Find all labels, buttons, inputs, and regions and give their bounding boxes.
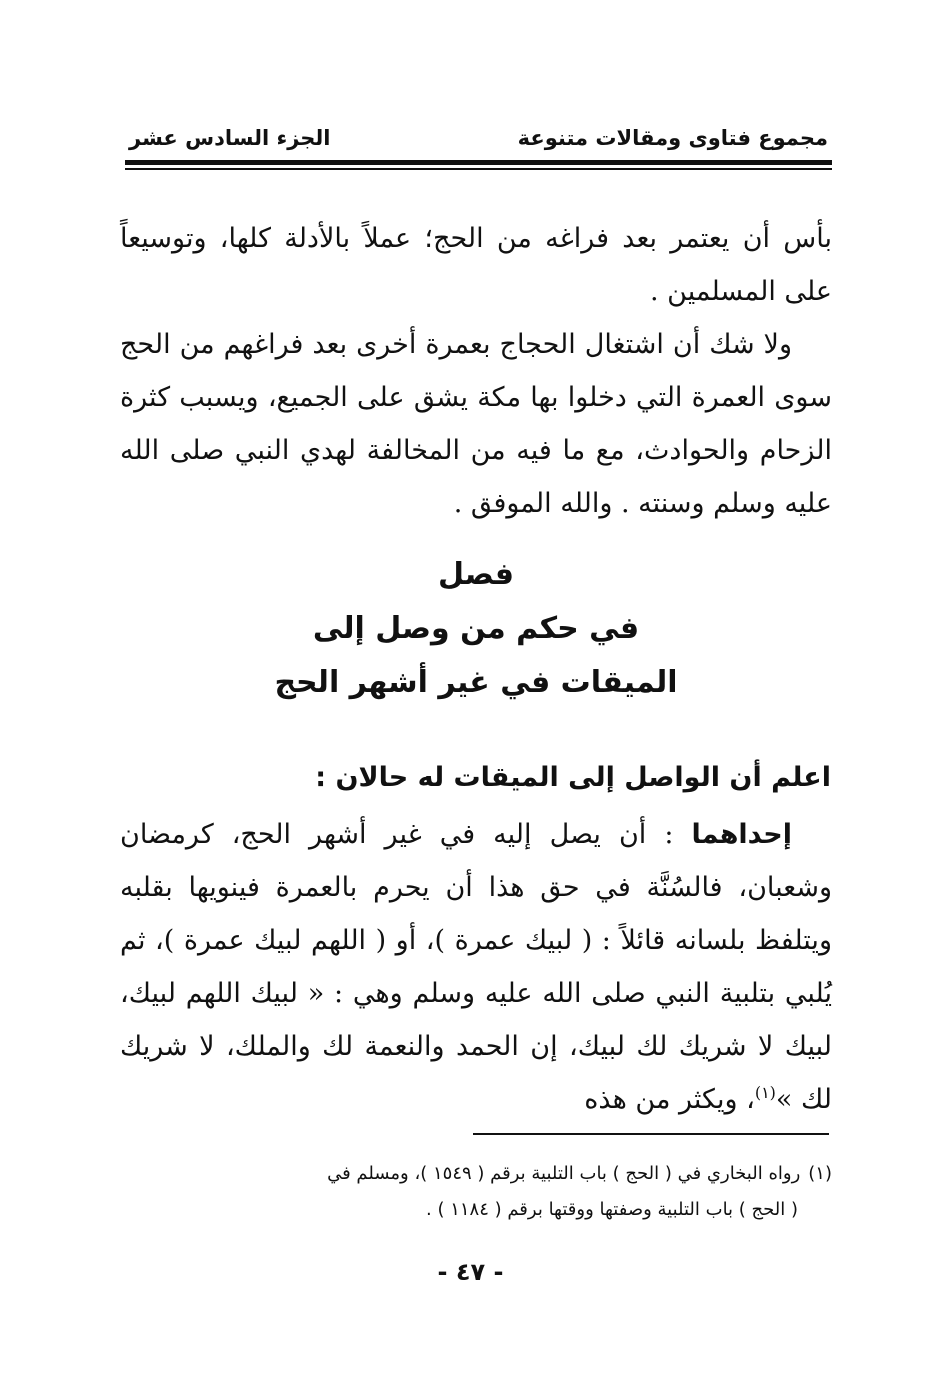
footnotes bbox=[120, 1156, 832, 1228]
header-rule-thick bbox=[125, 160, 832, 165]
section-heading: فصل bbox=[438, 557, 514, 592]
paragraph-first-case-text: : أن يصل إليه في غير أشهر الحج، كرمضان وشعبان، فالسُنَّة في حق هذا أن يحرم بالعمرة فينويها بقلبه ويتلفظ بلسانه قائلاً : ( لبيك عمرة )، أو ( اللهم لبيك عمرة )، ثم يُلبي بتلبية النبي صلى الله عليه وسلم وهي : « لبيك اللهم لبيك، لبيك لا شريك لك لبيك، إن الحمد والنعمة لك والملك، لا شريك لك » bbox=[120, 819, 832, 1115]
footnote-line-2: ( الحج ) باب التلبية وصفتها ووقتها برقم ( ١١٨٤ ) . bbox=[426, 1199, 798, 1220]
section-title-line-1: في حكم من وصل إلى bbox=[312, 611, 640, 646]
footnote-reference: (١) bbox=[754, 1083, 776, 1102]
paragraph-2: ولا شك أن اشتغال الحجاج بعمرة أخرى بعد فراغهم من الحج سوى العمرة التي دخلوا بها مكة يشق على الجميع، ويسبب كثرة الزحام والحوادث، مع ما فيه من المخالفة لهدي النبي صلى الله عليه وسلم وسنته . والله الموفق . bbox=[120, 329, 832, 519]
section-title-block bbox=[120, 548, 832, 710]
running-header bbox=[125, 120, 828, 156]
page-number: - ٤٧ - bbox=[437, 1258, 504, 1286]
intro-statement: اعلم أن الواصل إلى الميقات له حالان : bbox=[315, 762, 831, 793]
body-main bbox=[120, 808, 832, 1126]
footnote-line-1: رواه البخاري في ( الحج ) باب التلبية برقم ( ١٥٤٩ )، ومسلم في bbox=[327, 1163, 801, 1184]
body-top bbox=[120, 212, 832, 530]
footnote-number: (١) bbox=[808, 1163, 832, 1184]
paragraph-1: بأس أن يعتمر بعد فراغه من الحج؛ عملاً بالأدلة كلها، وتوسيعاً على المسلمين . bbox=[120, 223, 832, 307]
header-rule-thin bbox=[125, 168, 832, 170]
footnote-separator bbox=[473, 1133, 829, 1135]
paragraph-first-case-tail: ، ويكثر من هذه bbox=[584, 1084, 755, 1115]
section-title-line-2: الميقات في غير أشهر الحج bbox=[274, 665, 678, 700]
volume-label: الجزء السادس عشر bbox=[129, 126, 331, 150]
lead-word: إحداهما bbox=[691, 819, 792, 850]
book-title: مجموع فتاوى ومقالات متنوعة bbox=[517, 126, 828, 150]
paragraph-first-case bbox=[120, 808, 832, 1126]
